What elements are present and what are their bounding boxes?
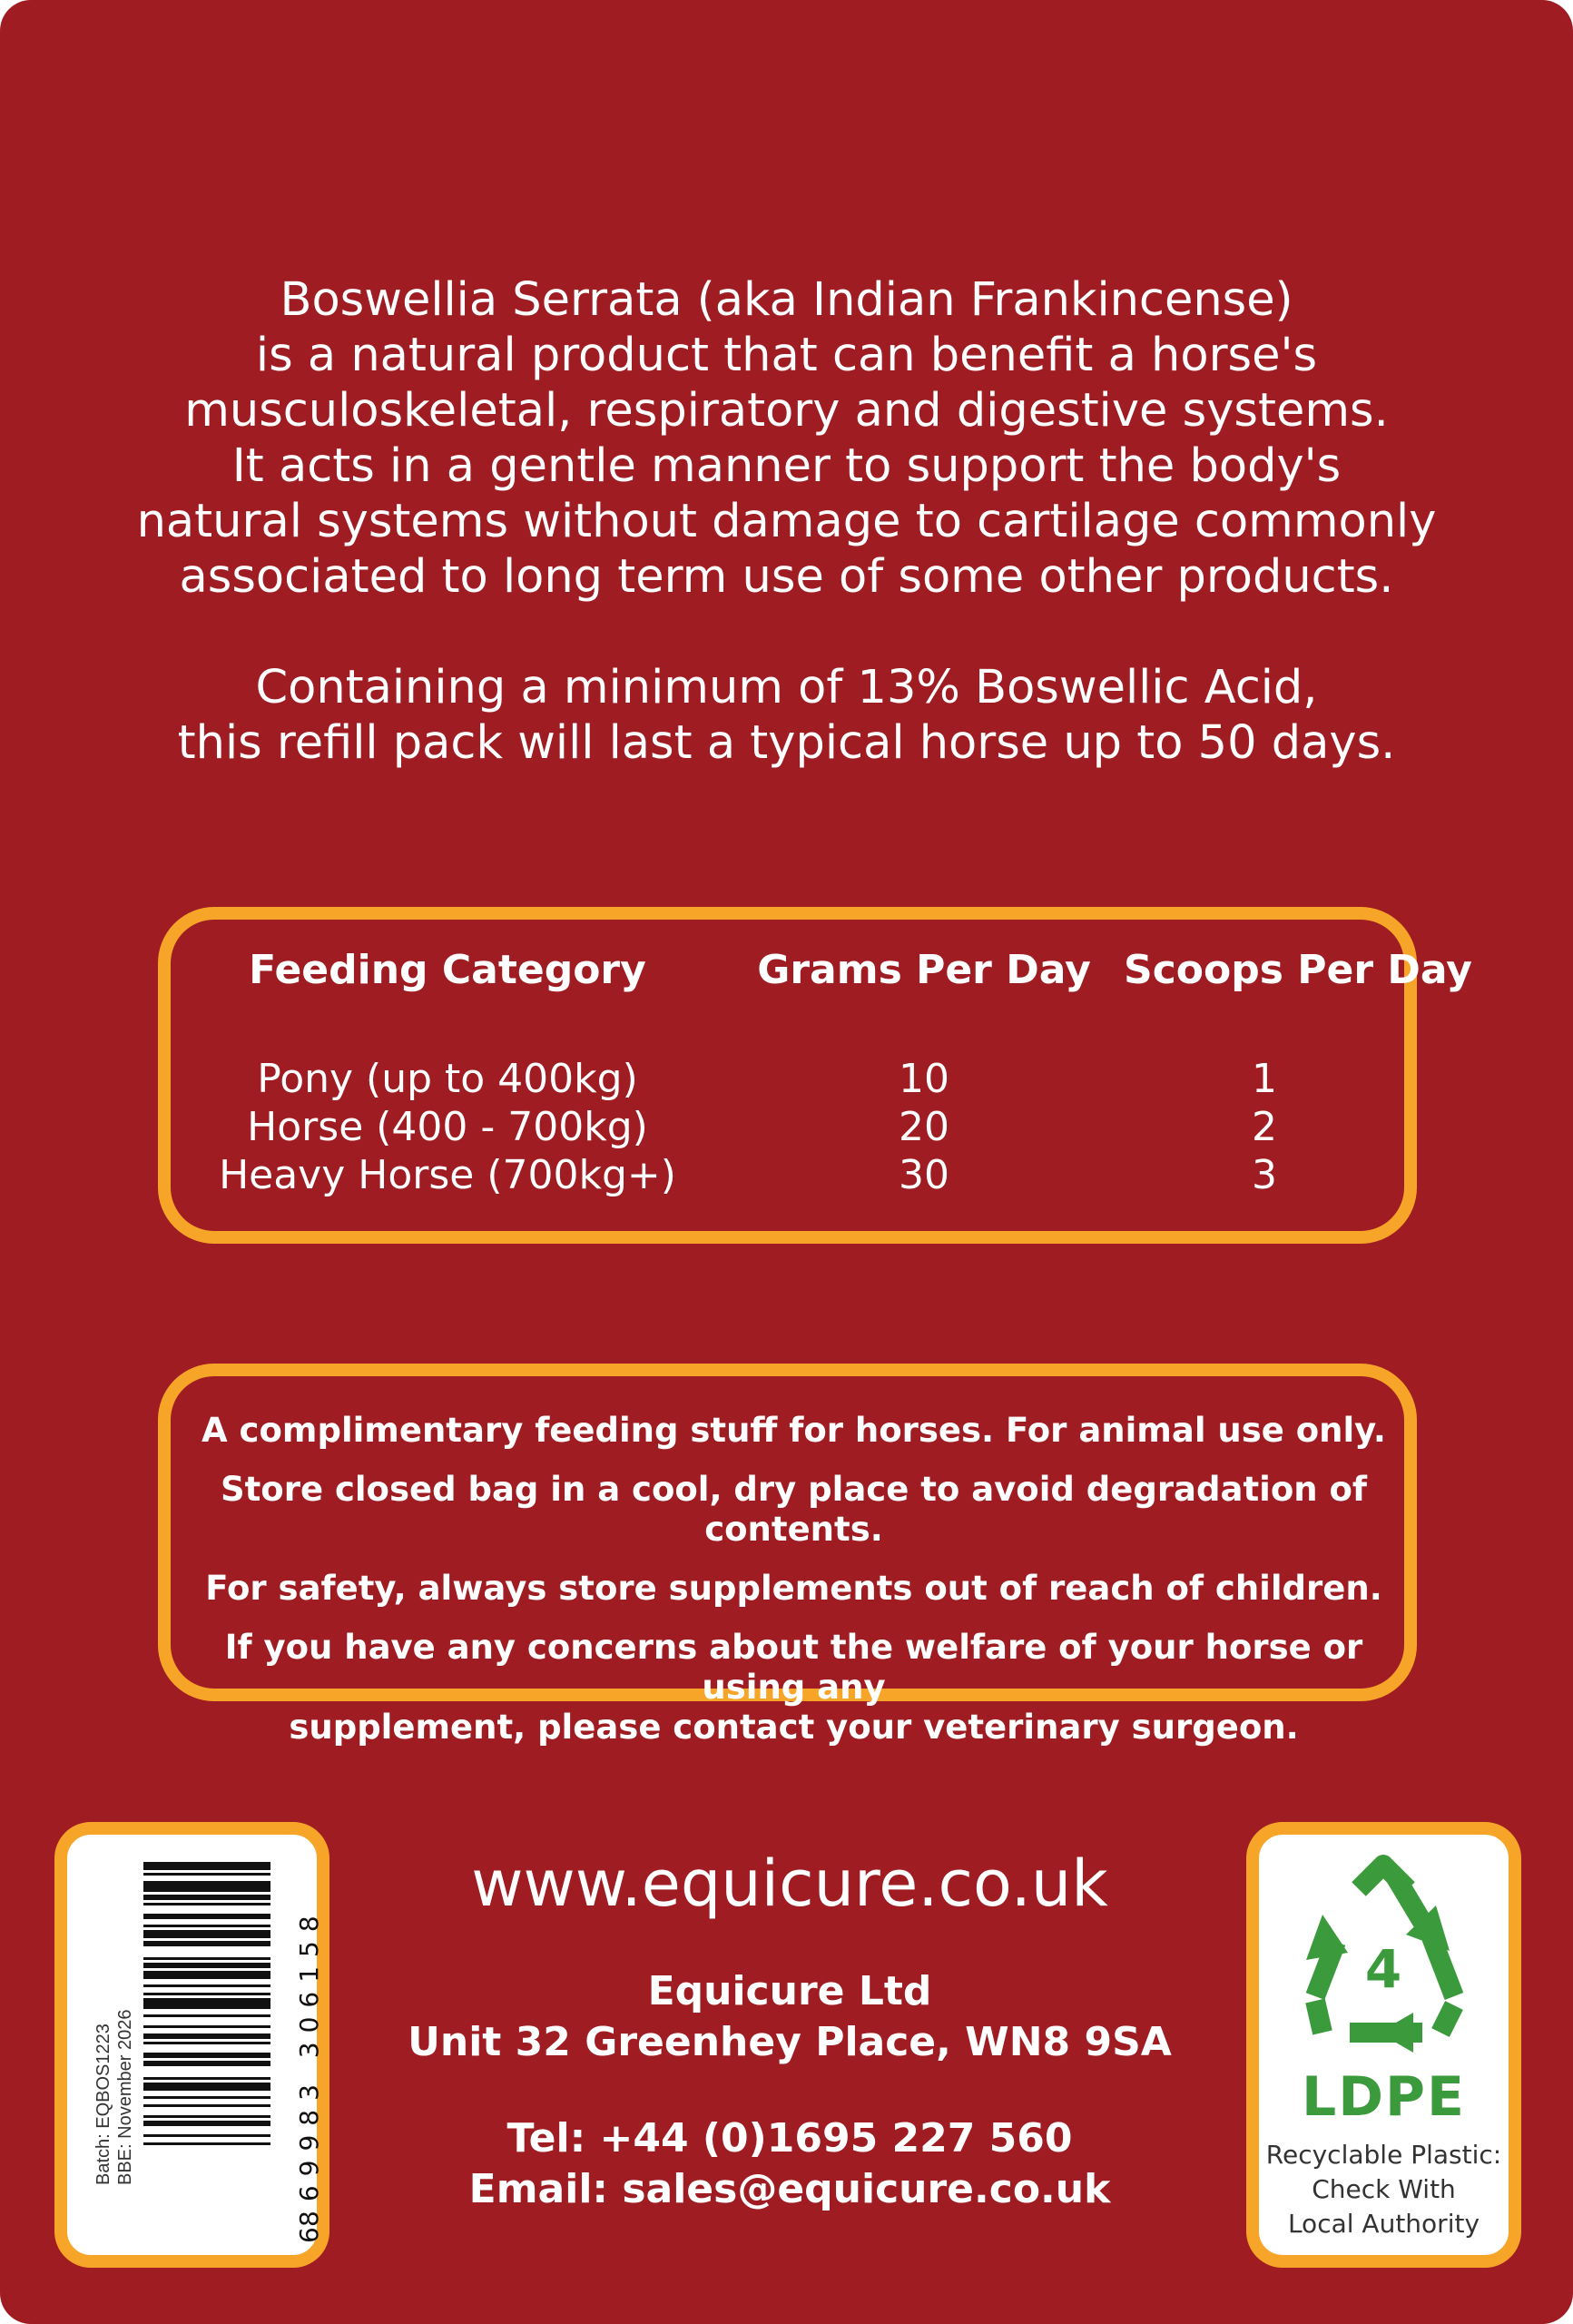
contact-block: [381, 1843, 1198, 2215]
recycle-line: Local Authority: [1287, 2209, 1480, 2239]
description-paragraph-2: [54, 660, 1519, 771]
notice-line-part: If you have any concerns about the welfare of your horse or using any: [224, 1628, 1363, 1707]
recycle-number: 4: [1364, 1938, 1402, 2000]
table-row: [171, 1152, 1404, 1200]
description-line: Containing a minimum of 13% Boswellic Acid,: [255, 661, 1318, 714]
description-line: is a natural product that can benefit a horse's: [255, 329, 1318, 382]
column-header-category: Feeding Category: [249, 947, 646, 993]
table-body: [171, 1056, 1404, 1200]
address: Unit 32 Greenhey Place, WN8 9SA: [408, 2019, 1172, 2065]
telephone: Tel: +44 (0)1695 227 560: [506, 2115, 1073, 2162]
table-row: [171, 1104, 1404, 1152]
barcode-badge: [54, 1822, 329, 2268]
barcode-icon: [143, 1856, 270, 2220]
table-row: [171, 1056, 1404, 1104]
notice-line: Store closed bag in a cool, dry place to avoid degradation of contents.: [220, 1470, 1368, 1549]
recycle-line: Recyclable Plastic:: [1265, 2140, 1502, 2170]
scoops-cell: 1: [1252, 1056, 1277, 1102]
feeding-guide-box: [158, 907, 1472, 1244]
grams-cell: 30: [899, 1152, 949, 1198]
notices-text: [189, 1411, 1399, 1748]
scoops-cell: 3: [1252, 1152, 1277, 1198]
scoops-cell: 2: [1252, 1104, 1277, 1150]
category-cell: Heavy Horse (700kg+): [219, 1152, 676, 1198]
recycle-icon: [1295, 1851, 1472, 2060]
notice-line: A complimentary feeding stuff for horses. For animal use only.: [202, 1411, 1386, 1450]
contact-details: [381, 2113, 1198, 2215]
product-description: [54, 272, 1519, 771]
description-line: this refill pack will last a typical horse up to 50 days.: [177, 716, 1396, 770]
website-link[interactable]: www.equicure.co.uk: [471, 1846, 1108, 1921]
recycle-line: Check With: [1312, 2174, 1456, 2204]
plastic-code: LDPE: [1302, 2065, 1466, 2129]
grams-cell: 20: [899, 1104, 949, 1150]
description-line: musculoskeletal, respiratory and digestive systems.: [184, 384, 1389, 438]
table-header-row: [171, 947, 1472, 995]
grams-cell: 10: [899, 1056, 949, 1102]
notices-box: [158, 1364, 1417, 1747]
best-before: BBE: November 2026: [115, 2009, 135, 2185]
recycling-badge: [1246, 1822, 1521, 2268]
company-name: Equicure Ltd: [647, 1968, 932, 2014]
feeding-table: [171, 947, 1472, 1198]
barcode-first-digit: 6: [294, 2227, 324, 2243]
barcode-digits: 869983 306158: [294, 1906, 324, 2227]
batch-number: Batch: EQBOS1223: [93, 2024, 113, 2185]
email[interactable]: Email: sales@equicure.co.uk: [468, 2166, 1111, 2212]
description-line: Boswellia Serrata (aka Indian Frankincense): [280, 273, 1293, 327]
batch-info: [93, 1886, 136, 2185]
recycle-instructions: [1259, 2138, 1509, 2241]
description-paragraph: [54, 272, 1519, 605]
company-address: [381, 1966, 1198, 2068]
description-line: It acts in a gentle manner to support the body's: [231, 439, 1342, 493]
column-header-grams: Grams Per Day: [757, 947, 1091, 993]
description-line: associated to long term use of some other products.: [179, 550, 1394, 604]
notice-line: [189, 1628, 1399, 1748]
notice-line-part: supplement, please contact your veterinary surgeon.: [289, 1708, 1299, 1747]
category-cell: Horse (400 - 700kg): [247, 1104, 648, 1150]
notice-line: For safety, always store supplements out of reach of children.: [205, 1569, 1382, 1608]
category-cell: Pony (up to 400kg): [257, 1056, 638, 1102]
column-header-scoops: Scoops Per Day: [1124, 947, 1472, 993]
description-line: natural systems without damage to cartilage commonly: [136, 495, 1437, 548]
